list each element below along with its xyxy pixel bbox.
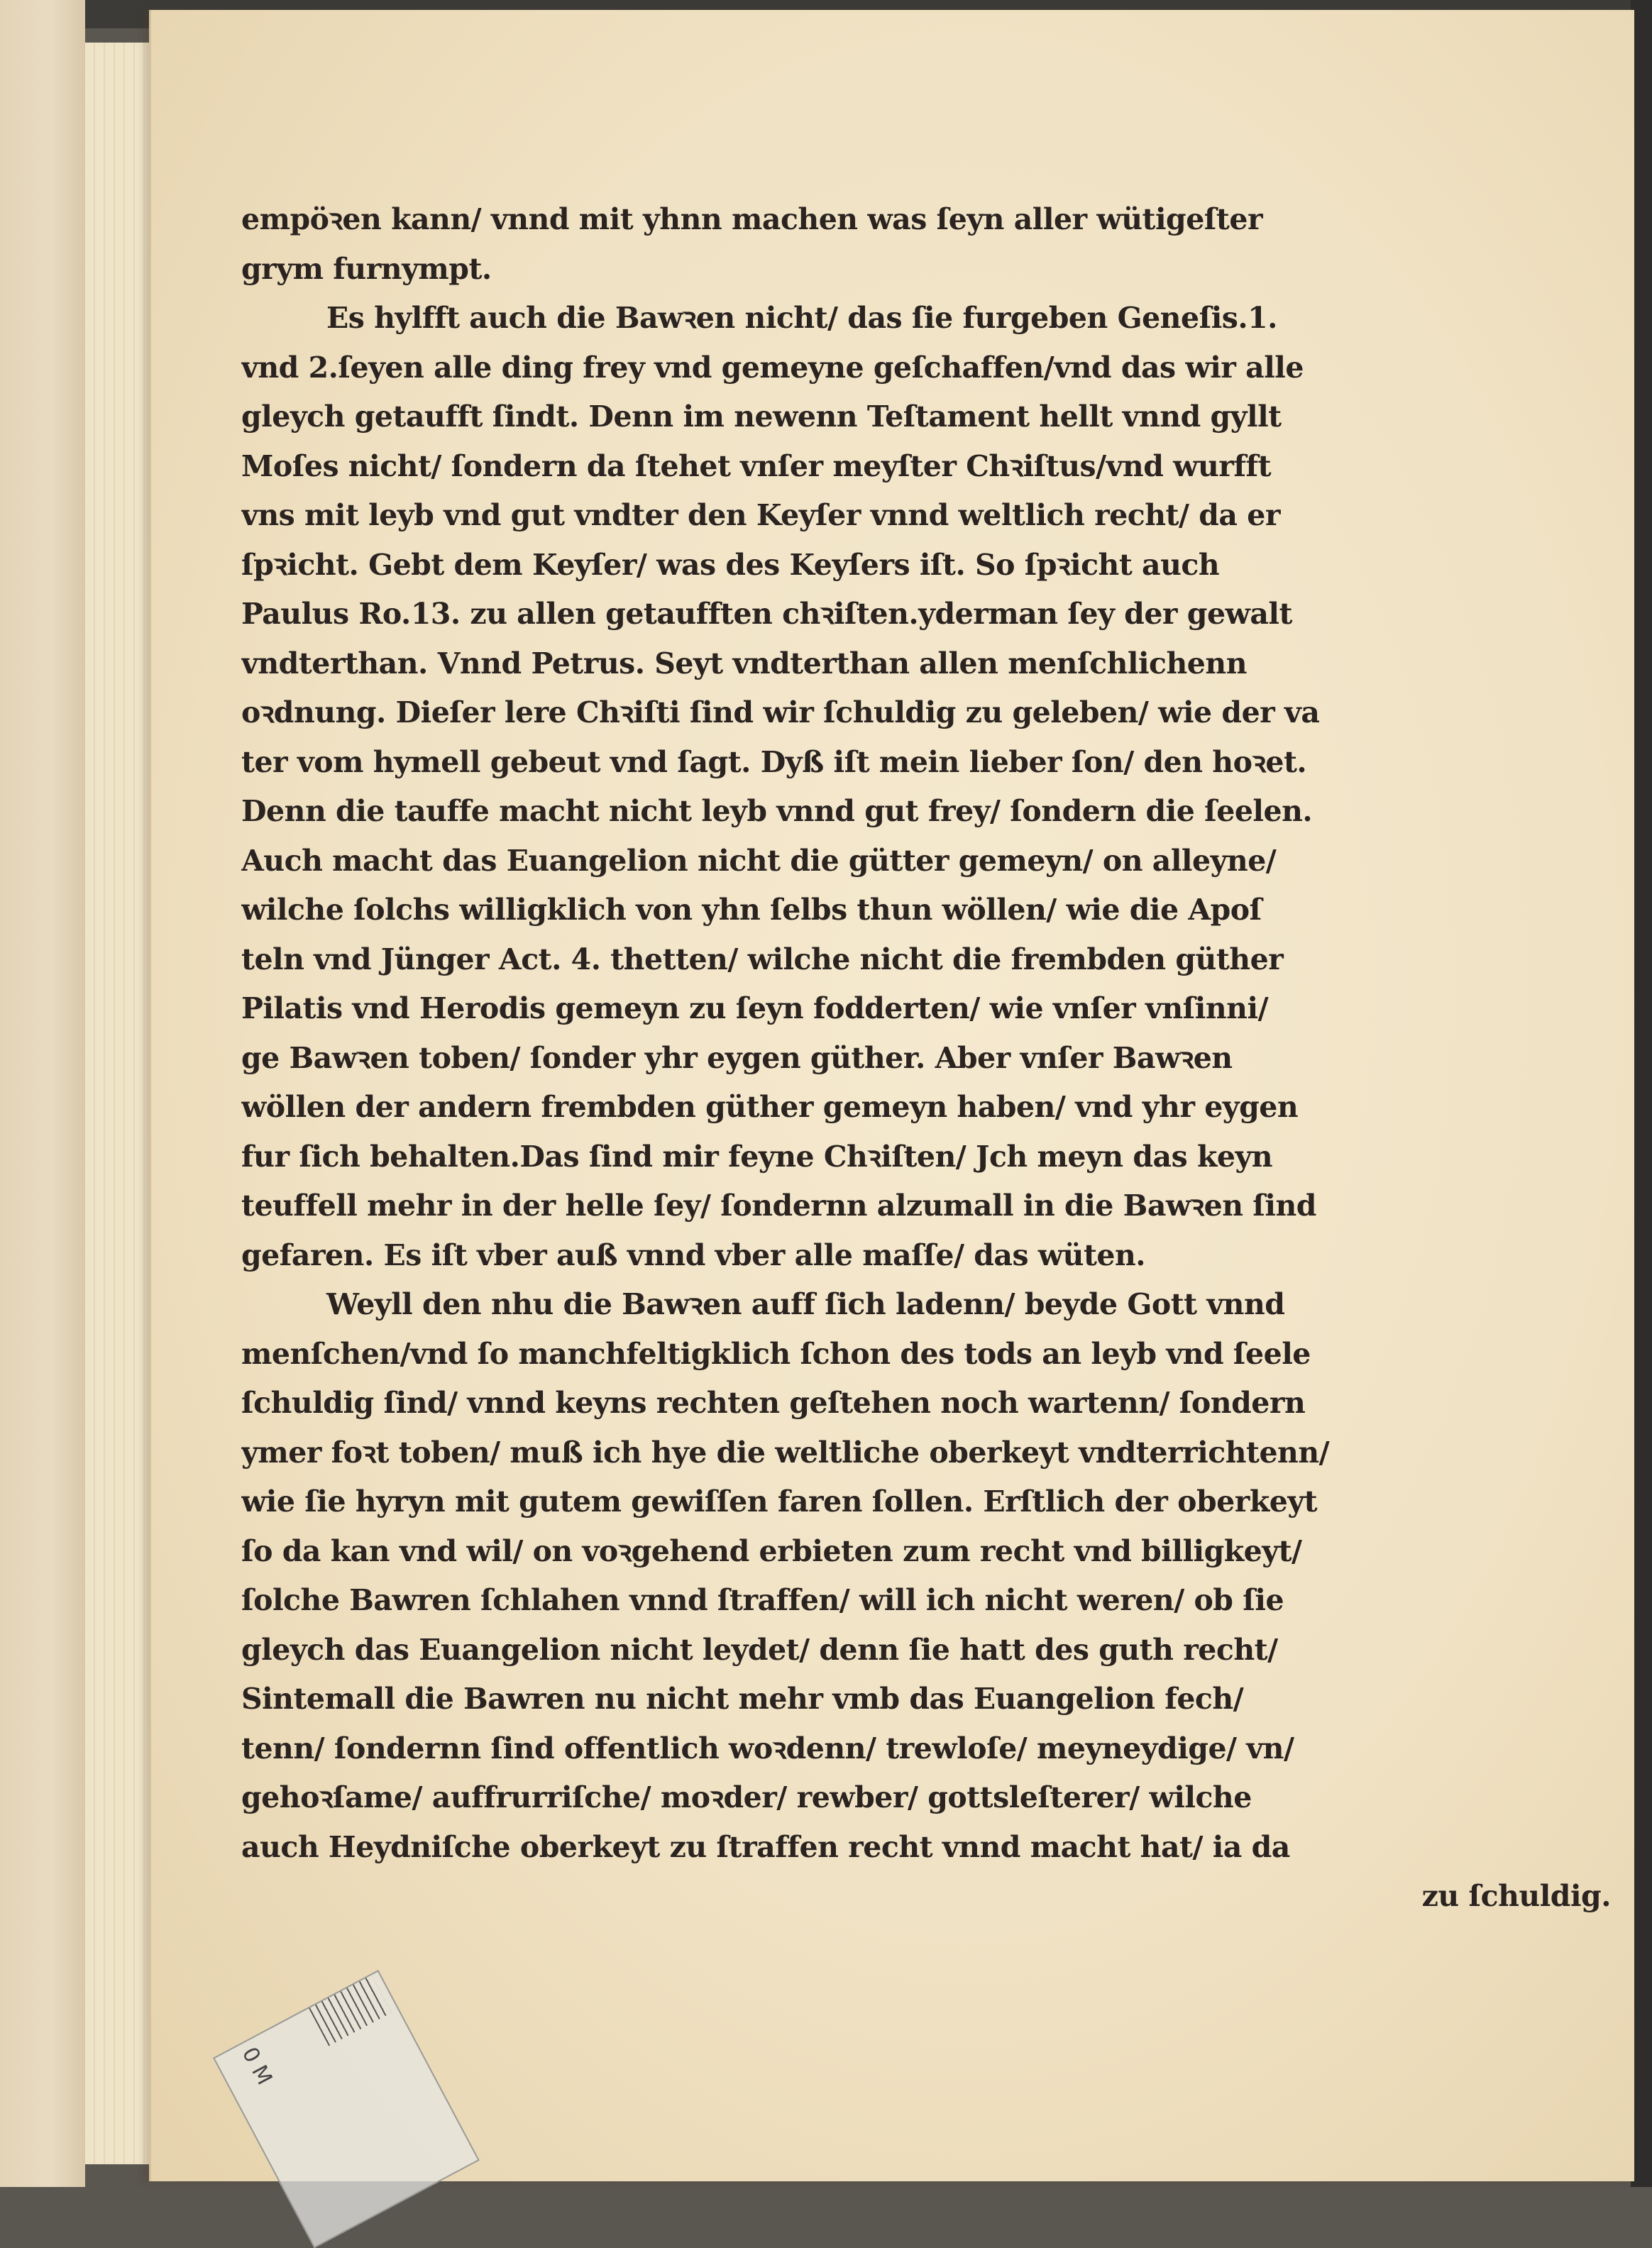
text-line: Sintemall die Bawren nu nicht mehr vmb das Euangelion fech/	[241, 1682, 1244, 1716]
text-line: Paulus Ro.13. zu allen getaufften chꝛiſten.yderman ſey der gewalt	[241, 597, 1292, 631]
text-line: ter vom hymell gebeut vnd ſagt. Dyß iſt mein lieber ſon/ den hoꝛet.	[241, 744, 1307, 779]
text-line: auch Heydniſche oberkeyt zu ſtraffen recht vnnd macht hat/ ia da	[241, 1829, 1290, 1864]
text-line: oꝛdnung. Dieſer lere Chꝛiſti ſind wir ſchuldig zu geleben/ wie der va	[241, 695, 1320, 729]
text-line: wilche ſolchs willigklich von yhn ſelbs thun wöllen/ wie die Apoſ	[241, 893, 1262, 927]
text-line: gefaren. Es iſt vber auß vnnd vber alle maſſe/ das wüten.	[241, 1238, 1146, 1272]
text-line: wie ſie hyryn mit gutem gewiſſen faren ſollen. Erſtlich der oberkeyt	[241, 1484, 1318, 1519]
text-line: Auch macht das Euangelion nicht die gütter gemeyn/ on alleyne/	[241, 843, 1277, 878]
text-line: gehoꝛſame/ auffrurriſche/ moꝛder/ rewber/ gottsleſterer/ wilche	[241, 1780, 1252, 1814]
text-line: wöllen der andern frembden güther gemeyn haben/ vnd yhr eygen	[241, 1090, 1299, 1124]
text-line: empöꝛen kann/ vnnd mit yhnn machen was ſeyn aller wütigeſter	[241, 202, 1263, 236]
text-line: Moſes nicht/ ſondern da ſtehet vnſer meyſter Chꝛiſtus/vnd wurfft	[241, 448, 1272, 483]
text-line: menſchen/vnd ſo manchfeltigklich ſchon des tods an leyb vnd ſeele	[241, 1336, 1311, 1371]
catchword: zu ſchuldig.	[1421, 1879, 1611, 1913]
paragraph-start-line: Es hylfft auch die Bawꝛen nicht/ das ſie furgeben Geneſis.1.	[326, 301, 1277, 335]
text-line: ſolche Bawren ſchlahen vnnd ſtraffen/ will ich nicht weren/ ob ſie	[241, 1583, 1284, 1617]
text-line: teuffell mehr in der helle ſey/ ſondernn alzumall in die Bawꝛen ſind	[241, 1189, 1316, 1223]
text-line: vndterthan. Vnnd Petrus. Seyt vndterthan allen menſchlichenn	[241, 646, 1248, 681]
page-text	[241, 195, 1611, 1922]
text-line: ge Bawꝛen toben/ ſonder yhr eygen güther. Aber vnſer Bawꝛen	[241, 1040, 1233, 1075]
paragraph-start-line: Weyll den nhu die Bawꝛen auff ſich ladenn/ beyde Gott vnnd	[326, 1287, 1285, 1321]
text-line: vns mit leyb vnd gut vndter den Keyſer vnnd weltlich recht/ da er	[241, 498, 1280, 532]
text-line: ſo da kan vnd wil/ on voꝛgehend erbieten zum recht vnd billigkeyt/	[241, 1533, 1302, 1568]
text-line: gleych das Euangelion nicht leydet/ denn ſie hatt des guth recht/	[241, 1632, 1278, 1667]
text-line: teln vnd Jünger Act. 4. thetten/ wilche nicht die frembden güther	[241, 942, 1284, 976]
text-line: Pilatis vnd Herodis gemeyn zu ſeyn fodderten/ wie vnſer vnſinni/	[241, 991, 1269, 1025]
text-line: tenn/ ſondernn ſind offentlich woꝛdenn/ trewloſe/ meyneydige/ vn/	[241, 1731, 1294, 1765]
text-line: fur ſich behalten.Das ſind mir feyne Chꝛiſten/ Jch meyn das keyn	[241, 1139, 1273, 1174]
text-line: Denn die tauffe macht nicht leyb vnnd gut frey/ ſondern die ſeelen.	[241, 794, 1313, 828]
book-cover-edge	[0, 0, 85, 2187]
text-line: ymer foꝛt toben/ muß ich hye die weltliche oberkeyt vndterrichtenn/	[241, 1435, 1330, 1470]
text-line: vnd 2.ſeyen alle ding frey vnd gemeyne geſchaffen/vnd das wir alle	[241, 350, 1304, 385]
text-line: grym furnympt.	[241, 251, 492, 286]
text-line: ſchuldig ſind/ vnnd keyns rechten geſtehen noch wartenn/ ſondern	[241, 1386, 1306, 1420]
ruler-label: 0 M	[236, 2043, 277, 2090]
text-line: gleych getaufft ſindt. Denn im newenn Teſtament hellt vnnd gyllt	[241, 400, 1282, 434]
text-line: ſpꝛicht. Gebt dem Keyſer/ was des Keyſers iſt. So ſpꝛicht auch	[241, 547, 1220, 582]
